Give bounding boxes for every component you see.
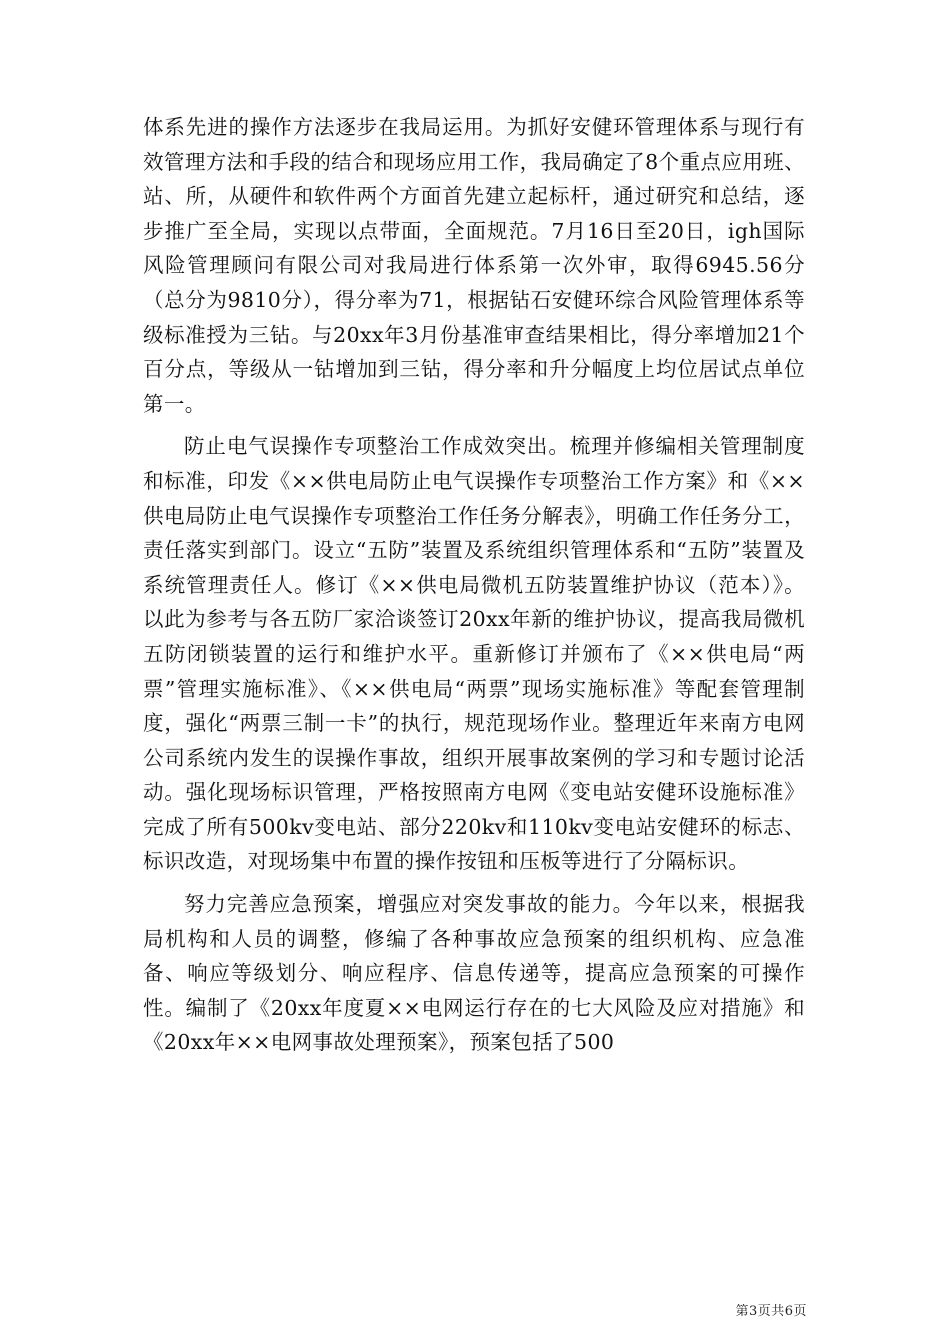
- page-number-footer: 第3页共6页: [735, 1304, 807, 1319]
- paragraph-gap: [143, 879, 805, 887]
- paragraph-3: 努力完善应急预案，增强应对突发事故的能力。今年以来，根据我局机构和人员的调整，修编了各种事故应急预案的组织机构、应急准备、响应等级划分、响应程序、信息传递等，提高应急预案的可操作性。编制了《20xx年度夏××电网运行存在的七大风险及应对措施》和《20xx年××电网事故处理预案》，预案包括了500: [143, 892, 805, 1055]
- paragraph-gap: [143, 421, 805, 429]
- paragraph-2: 防止电气误操作专项整治工作成效突出。梳理并修编相关管理制度和标准，印发《××供电局防止电气误操作专项整治工作方案》和《××供电局防止电气误操作专项整治工作任务分解表》，明确工作任务分工，责任落实到部门。设立“五防”装置及系统组织管理体系和“五防”装置及系统管理责任人。修订《××供电局微机五防装置维护协议（范本）》。以此为参考与各五防厂家洽谈签订20xx年新的维护协议，提高我局微机五防闭锁装置的运行和维护水平。重新修订并颁布了《××供电局“两票”管理实施标准》、《××供电局“两票”现场实施标准》等配套管理制度，强化“两票三制一卡”的执行，规范现场作业。整理近年来南方电网公司系统内发生的误操作事故，组织开展事故案例的学习和专题讨论活动。强化现场标识管理，严格按照南方电网《变电站安健环设施标准》完成了所有500kv变电站、部分220kv和110kv变电站安健环的标志、标识改造，对现场集中布置的操作按钮和压板等进行了分隔标识。: [143, 434, 805, 874]
- document-body: [143, 110, 805, 1060]
- paragraph-1: 体系先进的操作方法逐步在我局运用。为抓好安健环管理体系与现行有效管理方法和手段的结合和现场应用工作，我局确定了8个重点应用班、站、所，从硬件和软件两个方面首先建立起标杆，通过研究和总结，逐步推广至全局，实现以点带面，全面规范。7月16日至20日，igh国际风险管理顾问有限公司对我局进行体系第一次外审，取得6945.56分（总分为9810分），得分率为71，根据钻石安健环综合风险管理体系等级标准授为三钻。与20xx年3月份基准审查结果相比，得分率增加21个百分点，等级从一钻增加到三钻，得分率和升分幅度上均位居试点单位第一。: [143, 115, 805, 416]
